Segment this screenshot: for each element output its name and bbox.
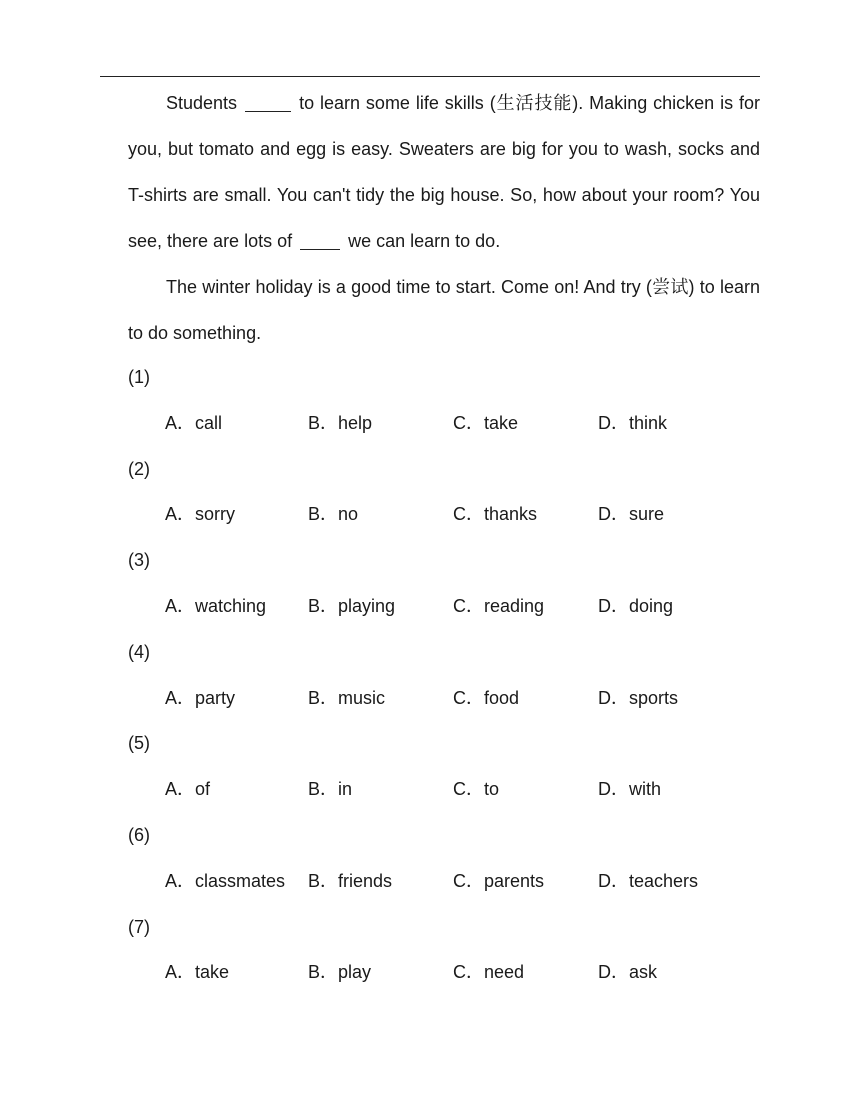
option-a: A．sorry [165,504,236,525]
option-d: D．with [598,779,662,800]
option-c: C．thanks [453,504,538,525]
option-a: A．classmates [165,870,286,891]
passage-paragraph-1 [128,80,760,264]
answer-blank [245,93,291,112]
option-b: B．no [308,504,359,525]
option-a: A．call [165,412,223,433]
option-b: B．playing [308,595,396,616]
question-number: (5) [128,733,150,754]
option-d: D．ask [598,962,658,983]
passage-text: to learn some life skills (生活技能). Making chicken is for you, but tomato and egg is easy. Sweaters are big for you to wash, socks and T-shirts are small. You can't tidy the big house. So, how about your room? You see, there are lots of [128,93,760,251]
options-row [128,950,760,996]
option-a: A．take [165,962,230,983]
option-c: C．food [453,687,520,708]
option-d: D．sure [598,504,665,525]
option-c: C．take [453,412,519,433]
option-d: D．teachers [598,870,699,891]
options-row [128,859,760,905]
question-number: (6) [128,824,150,845]
answer-blank [300,231,340,250]
option-b: B．friends [308,870,393,891]
option-d: D．sports [598,687,679,708]
option-a: A．party [165,687,236,708]
option-c: C．to [453,779,500,800]
options-row [128,676,760,722]
option-a: A．watching [165,595,267,616]
option-d: D．doing [598,595,674,616]
passage-paragraph-2 [128,264,760,356]
question-number: (4) [128,641,150,662]
question-number: (3) [128,550,150,571]
options-row [128,767,760,813]
question-list [128,355,760,996]
question-number: (1) [128,367,150,387]
header-rule [100,76,760,77]
option-b: B．help [308,412,373,433]
passage-text: The winter holiday is a good time to start. Come on! And try (尝试) to learn to do something. [128,277,760,343]
reading-passage [128,80,760,356]
option-b: B．music [308,687,386,708]
options-row [128,492,760,538]
options-row [128,584,760,630]
passage-text: Students [166,93,238,113]
question-number: (2) [128,458,150,479]
options-row [128,401,760,447]
question-number: (7) [128,916,150,937]
option-c: C．reading [453,595,545,616]
option-a: A．of [165,779,211,800]
option-b: B．play [308,962,372,983]
option-c: C．need [453,962,525,983]
option-d: D．think [598,412,668,433]
option-b: B．in [308,779,353,800]
option-c: C．parents [453,870,545,891]
passage-text: we can learn to do. [348,231,501,251]
